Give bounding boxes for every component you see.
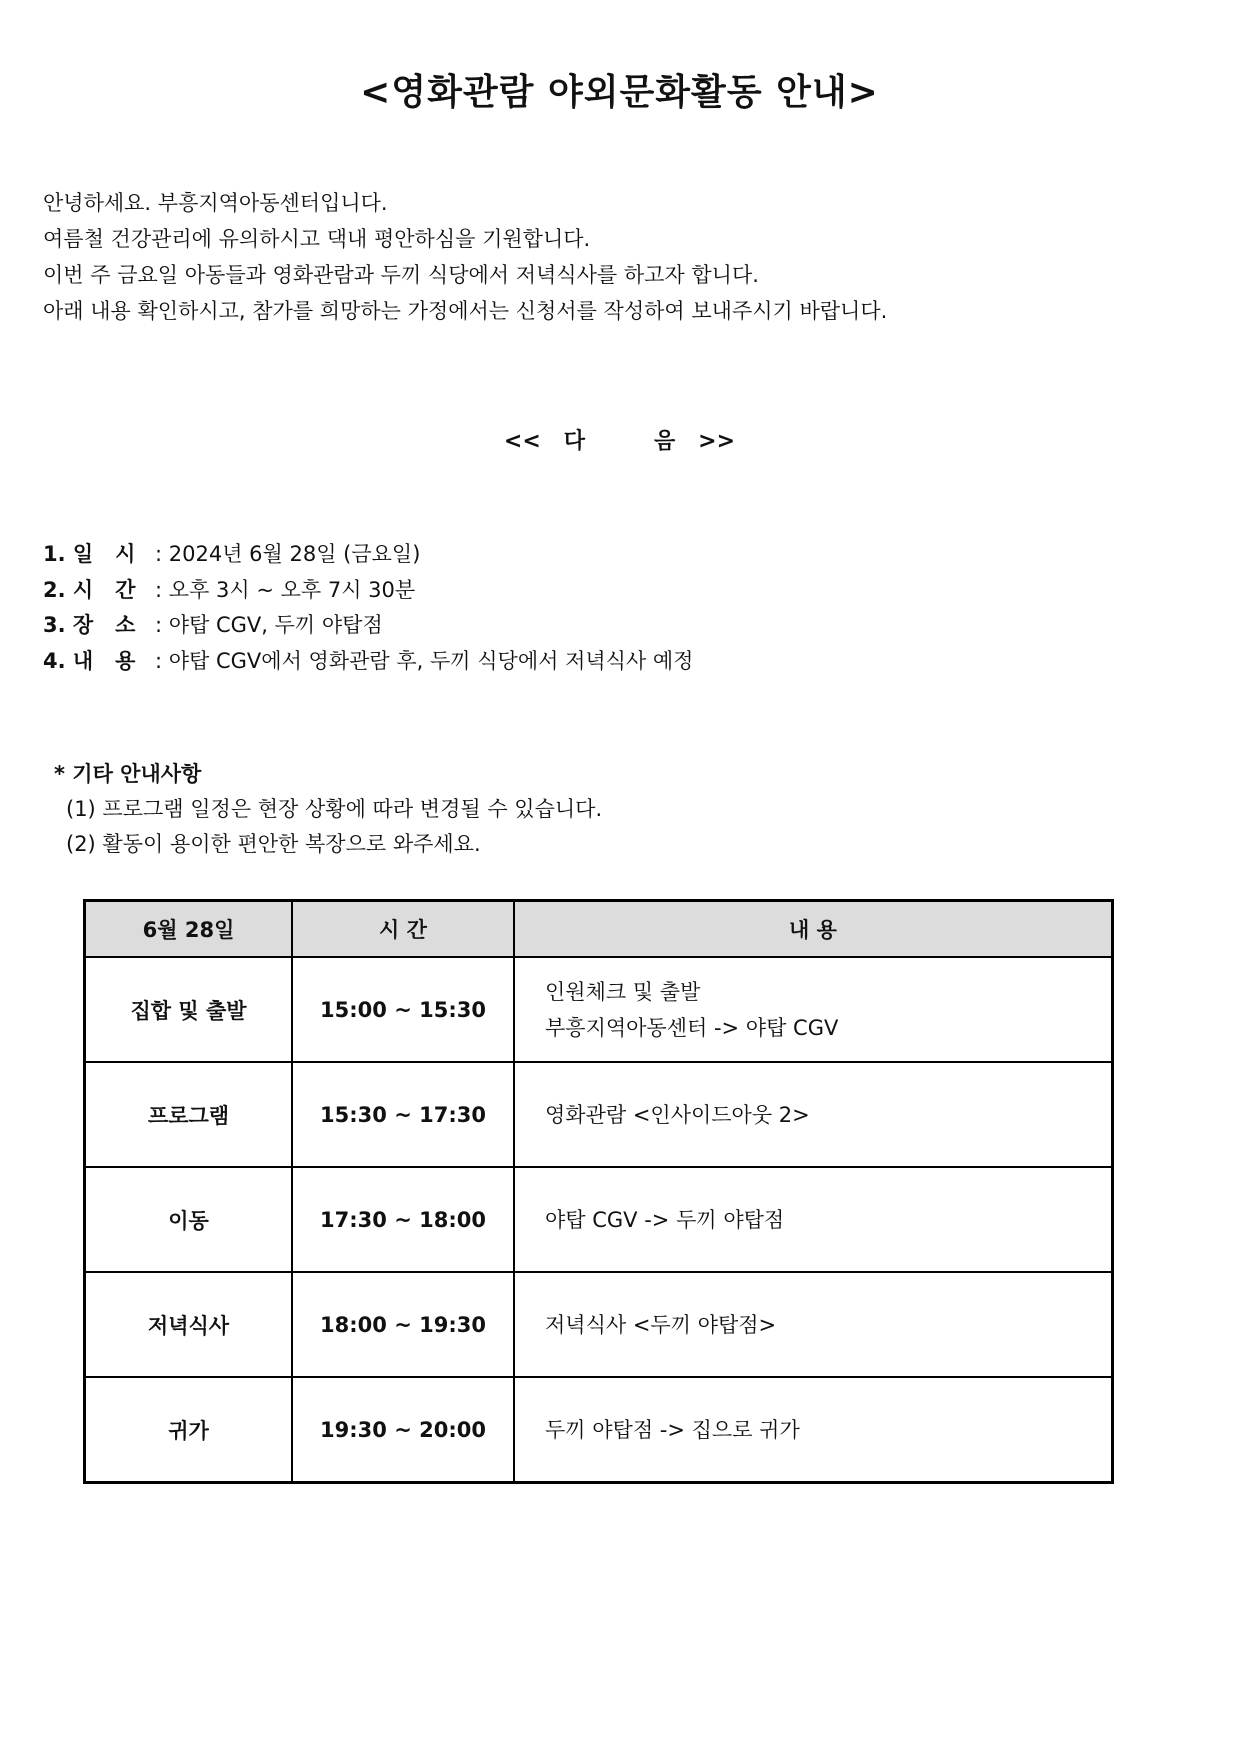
extra-notes-heading: * 기타 안내사항 bbox=[54, 762, 202, 786]
intro-line: 아래 내용 확인하시고, 참가를 희망하는 가정에서는 신청서를 작성하여 보내주시기 바랍니다. bbox=[43, 299, 888, 323]
table-row bbox=[85, 957, 1112, 1062]
row-activity: 집합 및 출발 bbox=[85, 957, 292, 1062]
detail-label: 3. 장 소 bbox=[43, 613, 136, 637]
row-time: 18:00 ~ 19:30 bbox=[292, 1272, 514, 1377]
row-time: 19:30 ~ 20:00 bbox=[292, 1377, 514, 1482]
row-activity: 저녁식사 bbox=[85, 1272, 292, 1377]
row-content bbox=[514, 1167, 1112, 1272]
table-row bbox=[85, 1062, 1112, 1167]
intro-paragraph bbox=[43, 185, 887, 329]
page-title: <영화관람 야외문화활동 안내> bbox=[360, 72, 879, 113]
extra-note-item: (2) 활동이 용이한 편안한 복장으로 와주세요. bbox=[66, 832, 481, 856]
row-activity: 귀가 bbox=[85, 1377, 292, 1482]
detail-label: 2. 시 간 bbox=[43, 577, 136, 602]
extra-note-item: (1) 프로그램 일정은 현장 상황에 따라 변경될 수 있습니다. bbox=[66, 797, 603, 821]
detail-value: : 야탑 CGV, 두끼 야탑점 bbox=[155, 613, 383, 637]
header-time: 시 간 bbox=[292, 901, 514, 957]
row-time: 15:00 ~ 15:30 bbox=[292, 957, 514, 1062]
row-content-line: 야탑 CGV -> 두끼 야탑점 bbox=[545, 1207, 785, 1232]
row-time: 15:30 ~ 17:30 bbox=[292, 1062, 514, 1167]
row-content bbox=[514, 1377, 1112, 1482]
row-content bbox=[514, 957, 1112, 1062]
row-activity: 프로그램 bbox=[85, 1062, 292, 1167]
row-content-line: 두끼 야탑점 -> 집으로 귀가 bbox=[545, 1417, 800, 1442]
row-content bbox=[514, 1062, 1112, 1167]
row-content-line: 부흥지역아동센터 -> 야탑 CGV bbox=[545, 1015, 839, 1040]
schedule-header-row bbox=[85, 901, 1112, 957]
detail-content bbox=[43, 644, 693, 680]
table-row bbox=[85, 1377, 1112, 1482]
detail-value: : 2024년 6월 28일 (금요일) bbox=[155, 542, 421, 566]
row-content-line: 인원체크 및 출발 bbox=[545, 979, 701, 1004]
intro-line: 이번 주 금요일 아동들과 영화관람과 두끼 식당에서 저녁식사를 하고자 합니다. bbox=[43, 263, 759, 287]
intro-line: 여름철 건강관리에 유의하시고 댁내 평안하심을 기원합니다. bbox=[43, 227, 591, 251]
row-time: 17:30 ~ 18:00 bbox=[292, 1167, 514, 1272]
section-heading: << 다 음 >> bbox=[503, 429, 736, 454]
detail-place bbox=[43, 608, 693, 644]
row-activity: 이동 bbox=[85, 1167, 292, 1272]
table-row bbox=[85, 1272, 1112, 1377]
schedule-table bbox=[83, 899, 1114, 1484]
extra-notes bbox=[54, 757, 602, 862]
intro-line: 안녕하세요. 부흥지역아동센터입니다. bbox=[43, 191, 388, 215]
row-content-line: 영화관람 <인사이드아웃 2> bbox=[545, 1102, 810, 1127]
detail-label: 4. 내 용 bbox=[43, 648, 136, 673]
detail-value: : 오후 3시 ~ 오후 7시 30분 bbox=[155, 577, 416, 602]
details-list bbox=[43, 537, 693, 679]
table-row bbox=[85, 1167, 1112, 1272]
header-date: 6월 28일 bbox=[85, 901, 292, 957]
row-content-line: 저녁식사 <두끼 야탑점> bbox=[545, 1312, 777, 1337]
detail-label: 1. 일 시 bbox=[43, 542, 136, 566]
detail-date bbox=[43, 537, 693, 573]
header-content: 내 용 bbox=[514, 901, 1112, 957]
detail-time bbox=[43, 573, 693, 609]
row-content bbox=[514, 1272, 1112, 1377]
detail-value: : 야탑 CGV에서 영화관람 후, 두끼 식당에서 저녁식사 예정 bbox=[155, 648, 694, 673]
